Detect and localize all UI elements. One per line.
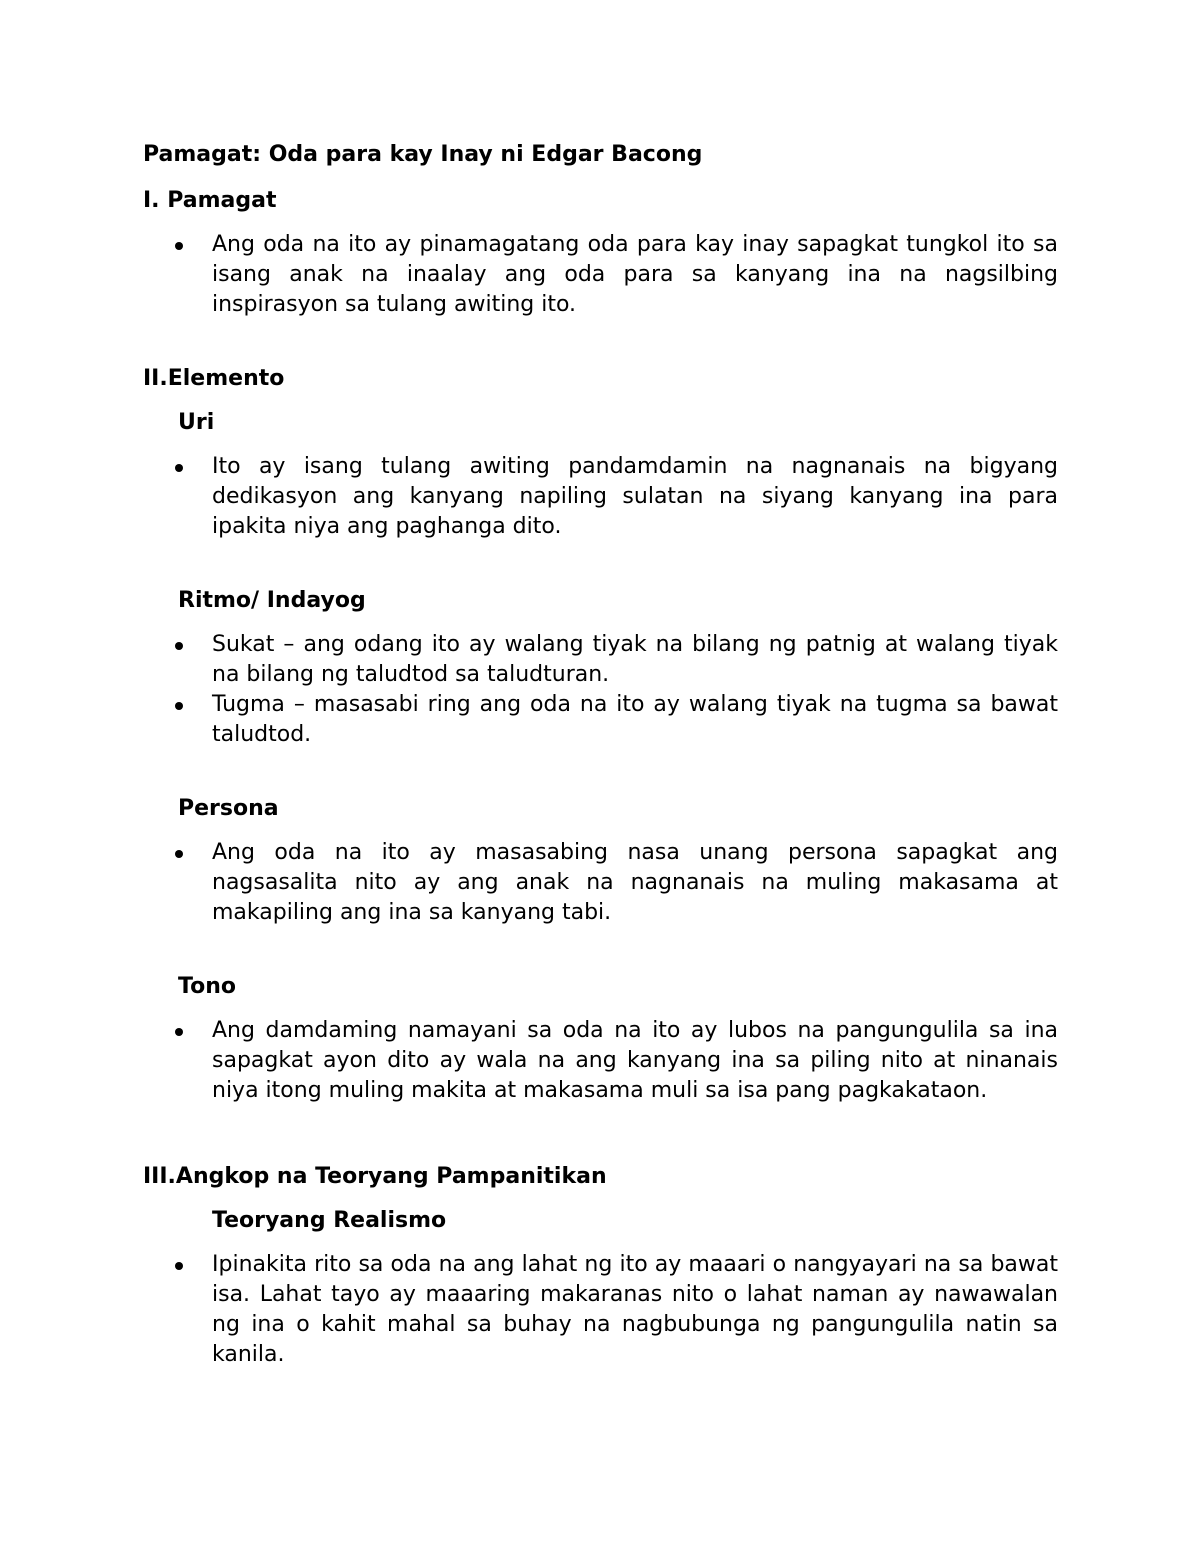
- bullet-text: Ang damdaming namayani sa oda na ito ay lubos na pangungulila sa ina sapagkat ayon dito ay wala na ang kanyang ina sa piling nito at ninanais niya itong muling makita at makasama muli sa isa pang pagkakataon.: [212, 1018, 1058, 1103]
- list-item: [143, 630, 1058, 690]
- bullet-text: Ipinakita rito sa oda na ang lahat ng ito ay maaari o nangyayari na sa bawat isa. Lahat tayo ay maaaring makaranas nito o lahat naman ay nawawalan ng ina o kahit mahal sa buhay na nagbubunga ng pangungulila natin sa kanila.: [212, 1252, 1058, 1367]
- list-item: [143, 1016, 1058, 1106]
- bullet-icon: [175, 242, 183, 250]
- bullet-icon: [175, 642, 183, 650]
- tono-bullet-list: [143, 1016, 1058, 1106]
- list-item: [143, 1250, 1058, 1370]
- section-heading-teorya: III.Angkop na Teoryang Pampanitikan: [143, 1164, 607, 1189]
- document-page: [143, 140, 1058, 1370]
- section-heading-elemento: II.Elemento: [143, 366, 285, 391]
- sub-heading-uri: Uri: [178, 410, 215, 435]
- list-item: [143, 452, 1058, 542]
- bullet-icon: [175, 464, 183, 472]
- bullet-icon: [175, 850, 183, 858]
- bullet-text: Ang oda na ito ay masasabing nasa unang persona sapagkat ang nagsasalita nito ay ang anak na nagnanais na muling makasama at makapiling ang ina sa kanyang tabi.: [212, 840, 1058, 925]
- sub-heading-tono: Tono: [178, 974, 236, 999]
- list-item: [143, 838, 1058, 928]
- bullet-icon: [175, 1028, 183, 1036]
- realismo-bullet-list: [143, 1250, 1058, 1370]
- bullet-text: Tugma – masasabi ring ang oda na ito ay walang tiyak na tugma sa bawat taludtod.: [212, 692, 1058, 747]
- list-item: [143, 690, 1058, 750]
- sub-heading-ritmo: Ritmo/ Indayog: [178, 588, 366, 613]
- uri-bullet-list: [143, 452, 1058, 542]
- document-title: Pamagat: Oda para kay Inay ni Edgar Bacong: [143, 142, 703, 167]
- section-heading-pamagat: I. Pamagat: [143, 188, 277, 213]
- ritmo-bullet-list: [143, 630, 1058, 750]
- persona-bullet-list: [143, 838, 1058, 928]
- bullet-icon: [175, 1262, 183, 1270]
- sub-heading-realismo: Teoryang Realismo: [212, 1208, 447, 1233]
- bullet-text: Sukat – ang odang ito ay walang tiyak na bilang ng patnig at walang tiyak na bilang ng taludtod sa taludturan.: [212, 632, 1058, 687]
- pamagat-bullet-list: [143, 230, 1058, 320]
- list-item: [143, 230, 1058, 320]
- bullet-text: Ang oda na ito ay pinamagatang oda para kay inay sapagkat tungkol ito sa isang anak na inaalay ang oda para sa kanyang ina na nagsilbing inspirasyon sa tulang awiting ito.: [212, 232, 1058, 317]
- bullet-text: Ito ay isang tulang awiting pandamdamin na nagnanais na bigyang dedikasyon ang kanyang napiling sulatan na siyang kanyang ina para ipakita niya ang paghanga dito.: [212, 454, 1058, 539]
- bullet-icon: [175, 702, 183, 710]
- sub-heading-persona: Persona: [178, 796, 279, 821]
